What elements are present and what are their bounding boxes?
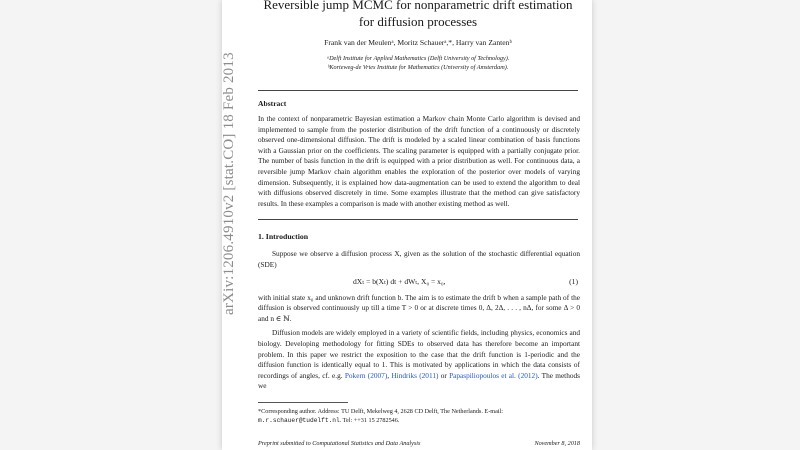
paragraph-text: Diffusion models are widely employed in a variety of scientific fields, including physics, economics and biology. Developing methodology for fitting SDEs to observed data has therefore become an important problem. In this paper we restrict the exposition to the case that the drift function is 1-periodic and the diffusion function is identically equal to 1. This is motivated by applications in which the data consists of recordings of angles, cf. e.g.	[258, 328, 580, 380]
divider	[258, 90, 578, 91]
paper-content	[258, 0, 578, 425]
abstract-heading: Abstract	[258, 99, 287, 108]
footer-journal: Preprint submitted to Computational Statistics and Data Analysis	[258, 440, 421, 447]
intro-paragraph-2: with initial state x₀ and unknown drift function b. The aim is to estimate the drift b when a sample path of the diffusion is observed continuously up till a time T > 0 or at discrete times 0, Δ, 2Δ, . . . , nΔ, for some Δ > 0 and n ∈ ℕ.	[258, 292, 580, 323]
footnote-divider	[258, 402, 348, 403]
footnote-tel: . Tel: ++31 15 2782546.	[339, 416, 400, 424]
affiliation-b: ᵇKorteweg-de Vries Institute for Mathematics (University of Amsterdam).	[327, 64, 509, 71]
separator: or	[438, 370, 450, 380]
affiliation-a: ᵃDelft Institute for Applied Mathematics (Delft University of Technology).	[326, 55, 510, 62]
affiliations	[258, 54, 578, 72]
abstract-text: In the context of nonparametric Bayesian estimation a Markov chain Monte Carlo algorithm is devised and implemented to sample from the posterior distribution of the drift function of a continuously or discretely observed one-dimensional diffusion. The drift is modeled by a scaled linear combination of basis functions with a Gaussian prior on the coefficients. The scaling parameter is equipped with a partially conjugate prior. The number of basis function in the drift is equipped with a prior distribution as well. For continuous data, a reversible jump Markov chain algorithm enables the exploration of the posterior over models of varying dimension. Subsequently, it is explained how data-augmentation can be used to extend the algorithm to deal with diffusions observed discretely in time. Some examples illustrate that the method can give satisfactory results. In these examples a comparison is made with another existing method as well.	[258, 114, 580, 208]
arxiv-identifier: arXiv:1206.4910v2 [stat.CO] 18 Feb 2013	[221, 52, 237, 315]
section-heading-introduction: 1. Introduction	[258, 232, 309, 242]
intro-paragraph-1: Suppose we observe a diffusion process X, given as the solution of the stochastic differential equation (SDE)	[258, 249, 580, 269]
footnote	[258, 407, 580, 425]
footnote-text: *Corresponding author. Address: TU Delft, Mekelweg 4, 2628 CD Delft, The Netherlands. E-mail:	[258, 407, 503, 415]
paragraph-text: . The methods we	[258, 370, 580, 391]
citation-link[interactable]: Pokern (2007)	[344, 370, 388, 380]
paper-title: Reversible jump MCMC for nonparametric drift estimation for diffusion processes	[263, 0, 573, 29]
equation-1	[258, 275, 578, 289]
equation-body: dXₜ = b(Xₜ) dt + dWₜ, X₀ = x₀,	[353, 276, 446, 286]
page-footer	[258, 440, 578, 447]
separator: ,	[387, 370, 392, 380]
footnote-email[interactable]: m.r.schauer@tudelft.nl	[258, 416, 340, 424]
citation-link[interactable]: Hindriks (2011)	[391, 370, 439, 380]
divider	[258, 219, 578, 220]
footer-date: November 8, 2018	[534, 440, 580, 447]
author-list: Frank van der Meulenᵃ, Moritz Schauerᵃ,*, Harry van Zantenᵇ	[324, 38, 512, 47]
equation-number: (1)	[569, 276, 578, 286]
citation-link[interactable]: Papaspiliopoulos et al. (2012)	[449, 370, 538, 380]
intro-paragraph-3	[258, 328, 580, 392]
